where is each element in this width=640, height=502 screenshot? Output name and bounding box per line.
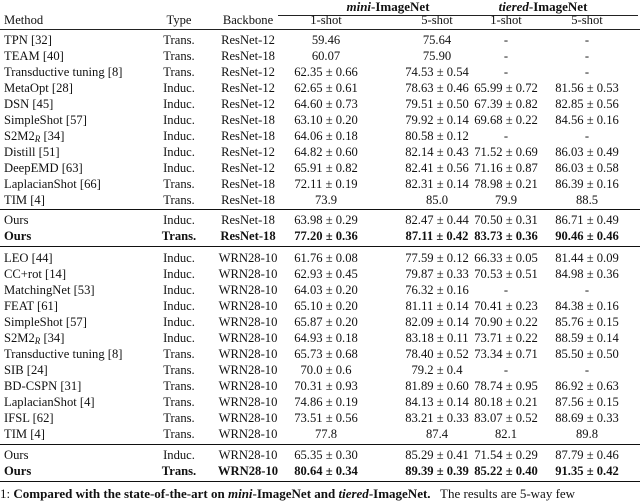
group-header-mini-em: mini xyxy=(346,0,372,14)
cell-backbone: WRN28-10 xyxy=(218,267,278,281)
rule-under-header xyxy=(0,29,640,30)
cell-m1: 59.46 xyxy=(311,33,341,47)
cell-backbone: WRN28-10 xyxy=(218,251,278,265)
cell-method: LaplacianShot [66] xyxy=(4,177,101,191)
table-row xyxy=(0,410,640,426)
cell-t5: - xyxy=(584,49,590,63)
cell-t5: 85.50 ± 0.50 xyxy=(555,347,619,361)
cell-backbone: WRN28-10 xyxy=(218,411,278,425)
cell-method: CC+rot [14] xyxy=(4,267,67,281)
table-row xyxy=(0,282,640,298)
cell-m5: 79.51 ± 0.50 xyxy=(405,97,469,111)
cell-type: Induc. xyxy=(163,251,195,265)
cell-t5: - xyxy=(584,65,590,79)
header-tiered-1shot: 1-shot xyxy=(490,13,522,27)
cell-t5: 86.03 ± 0.49 xyxy=(555,145,619,159)
cell-m1: 65.73 ± 0.68 xyxy=(294,347,358,361)
caption-prefix: 1: xyxy=(0,486,14,501)
cell-t1: 67.39 ± 0.82 xyxy=(474,97,538,111)
cell-backbone: WRN28-10 xyxy=(218,299,278,313)
cell-m1: 64.03 ± 0.20 xyxy=(294,283,358,297)
cell-method: Ours xyxy=(4,229,32,243)
cell-method: FEAT [61] xyxy=(4,299,58,313)
cell-t5: 84.98 ± 0.36 xyxy=(555,267,619,281)
table-row xyxy=(0,314,640,330)
cell-t5: 86.39 ± 0.16 xyxy=(555,177,619,191)
cell-t5: 88.69 ± 0.33 xyxy=(555,411,619,425)
cell-backbone: ResNet-12 xyxy=(221,97,275,111)
table-row xyxy=(0,144,640,160)
cell-t5: 86.71 ± 0.49 xyxy=(555,213,619,227)
cell-t1: 70.50 ± 0.31 xyxy=(474,213,538,227)
cell-type: Induc. xyxy=(163,97,195,111)
cell-method: Ours xyxy=(4,448,29,462)
cell-m1: 73.51 ± 0.56 xyxy=(294,411,358,425)
cell-m5: 82.41 ± 0.56 xyxy=(405,161,469,175)
cell-backbone: ResNet-18 xyxy=(221,113,275,127)
cell-method: Transductive tuning [8] xyxy=(4,347,123,361)
cell-t1: 70.41 ± 0.23 xyxy=(474,299,538,313)
header-type: Type xyxy=(166,13,192,27)
cell-method: Ours xyxy=(4,213,29,227)
cell-m1: 65.91 ± 0.82 xyxy=(294,161,358,175)
cell-method: TEAM [40] xyxy=(4,49,64,63)
cell-t5: 81.44 ± 0.09 xyxy=(555,251,619,265)
cell-t1: - xyxy=(503,49,509,63)
caption-bold-b: -ImageNet and xyxy=(252,486,339,501)
table-row xyxy=(0,330,640,346)
cell-t5: - xyxy=(584,129,590,143)
table-row xyxy=(0,266,640,282)
cell-t1: - xyxy=(503,283,509,297)
table-row xyxy=(0,298,640,314)
cell-m5: 79.87 ± 0.33 xyxy=(405,267,469,281)
cell-t1: 70.53 ± 0.51 xyxy=(474,267,538,281)
cell-type: Induc. xyxy=(163,267,195,281)
cell-m1: 77.8 xyxy=(314,427,338,441)
cell-type: Trans. xyxy=(163,411,195,425)
cell-m1: 74.86 ± 0.19 xyxy=(294,395,358,409)
cell-m5: 75.64 xyxy=(422,33,452,47)
cell-backbone: WRN28-10 xyxy=(218,283,278,297)
cell-t5: 87.56 ± 0.15 xyxy=(555,395,619,409)
header-tiered-5shot: 5-shot xyxy=(571,13,603,27)
header-mini-5shot: 5-shot xyxy=(421,13,453,27)
cell-m5: 74.53 ± 0.54 xyxy=(405,65,469,79)
cell-method: $S2M2_R$ [34] xyxy=(4,129,65,144)
cell-m1: 60.07 xyxy=(311,49,341,63)
cell-m5: 82.47 ± 0.44 xyxy=(405,213,469,227)
table-row xyxy=(0,394,640,410)
cell-t5: 86.03 ± 0.58 xyxy=(555,161,619,175)
cell-m5: 85.0 xyxy=(425,193,449,207)
cell-backbone: WRN28-10 xyxy=(218,347,278,361)
rule-before-ours-wrn xyxy=(0,444,640,445)
cell-backbone: WRN28-10 xyxy=(218,427,278,441)
cell-t1: 71.16 ± 0.87 xyxy=(474,161,538,175)
cell-m1: 64.60 ± 0.73 xyxy=(294,97,358,111)
table-row xyxy=(0,212,640,228)
cell-type: Induc. xyxy=(163,145,195,159)
cell-method: TPN [32] xyxy=(4,33,52,47)
cell-method: MetaOpt [28] xyxy=(4,81,73,95)
cell-t1: 70.90 ± 0.22 xyxy=(474,315,538,329)
cell-t1: 78.98 ± 0.21 xyxy=(474,177,538,191)
cell-backbone: ResNet-12 xyxy=(221,33,275,47)
cell-t5: 81.56 ± 0.53 xyxy=(555,81,619,95)
cell-backbone: ResNet-12 xyxy=(221,81,275,95)
table-row xyxy=(0,48,640,64)
table-row xyxy=(0,447,640,463)
cell-backbone: WRN28-10 xyxy=(217,464,279,478)
cell-t1: 71.54 ± 0.29 xyxy=(474,448,538,462)
cell-m1: 63.10 ± 0.20 xyxy=(294,113,358,127)
group-header-tiered-rest: -ImageNet xyxy=(528,0,588,14)
cell-type: Trans. xyxy=(163,177,195,191)
table-row xyxy=(0,80,640,96)
cell-m1: 65.10 ± 0.20 xyxy=(294,299,358,313)
cell-t5: - xyxy=(584,283,590,297)
cell-backbone: WRN28-10 xyxy=(218,395,278,409)
cell-t1: 83.07 ± 0.52 xyxy=(474,411,538,425)
cell-t5: 90.46 ± 0.46 xyxy=(555,229,619,243)
rule-table-bottom xyxy=(0,481,640,482)
table-row xyxy=(0,32,640,48)
cell-t5: - xyxy=(584,33,590,47)
cell-m5: 83.18 ± 0.11 xyxy=(405,331,469,345)
group-header-tiered-em: tiered xyxy=(498,0,529,14)
cell-type: Trans. xyxy=(163,363,195,377)
cell-backbone: ResNet-12 xyxy=(221,65,275,79)
group-header-mini-rest: -ImageNet xyxy=(371,0,430,14)
table-row xyxy=(0,112,640,128)
cell-m5: 89.39 ± 0.39 xyxy=(405,464,469,478)
cell-m1: 64.06 ± 0.18 xyxy=(294,129,358,143)
cell-method: DeepEMD [63] xyxy=(4,161,83,175)
caption-bold-c: -ImageNet. xyxy=(368,486,431,501)
cell-type: Trans. xyxy=(163,193,195,207)
cell-t1: 73.34 ± 0.71 xyxy=(474,347,538,361)
cell-method: BD-CSPN [31] xyxy=(4,379,82,393)
cell-m5: 75.90 xyxy=(422,49,452,63)
header-backbone: Backbone xyxy=(222,13,274,27)
group-header-tiered-imagenet xyxy=(450,0,636,13)
cell-t1: 80.18 ± 0.21 xyxy=(474,395,538,409)
cell-type: Trans. xyxy=(163,427,195,441)
table-row xyxy=(0,426,640,442)
cell-t5: 85.76 ± 0.15 xyxy=(555,315,619,329)
table-row xyxy=(0,64,640,80)
cell-type: Trans. xyxy=(163,65,195,79)
cell-m1: 73.9 xyxy=(314,193,338,207)
cell-backbone: ResNet-18 xyxy=(221,193,275,207)
cell-type: Trans. xyxy=(161,229,197,243)
table-row xyxy=(0,378,640,394)
cell-m5: 80.58 ± 0.12 xyxy=(405,129,469,143)
table-row xyxy=(0,463,640,479)
cell-m1: 80.64 ± 0.34 xyxy=(294,464,358,478)
cell-m5: 81.11 ± 0.14 xyxy=(405,299,469,313)
cell-m1: 62.35 ± 0.66 xyxy=(294,65,358,79)
cell-type: Trans. xyxy=(163,49,195,63)
cell-type: Induc. xyxy=(163,283,195,297)
table-row xyxy=(0,128,640,144)
table-row xyxy=(0,346,640,362)
cell-method: MatchingNet [53] xyxy=(4,283,95,297)
caption-bold-tiered: tiered xyxy=(338,486,369,501)
column-header-row xyxy=(0,13,640,29)
cell-type: Induc. xyxy=(163,81,195,95)
table-row xyxy=(0,228,640,244)
cell-m1: 64.93 ± 0.18 xyxy=(294,331,358,345)
cell-t1: 71.52 ± 0.69 xyxy=(474,145,538,159)
cell-type: Induc. xyxy=(163,161,195,175)
cell-backbone: ResNet-12 xyxy=(221,145,275,159)
cell-m5: 76.32 ± 0.16 xyxy=(405,283,469,297)
caption-rest: The results are 5-way few xyxy=(430,486,576,501)
cell-t1: 79.9 xyxy=(494,193,518,207)
cell-backbone: ResNet-18 xyxy=(221,49,275,63)
cell-m1: 72.11 ± 0.19 xyxy=(294,177,358,191)
cell-type: Trans. xyxy=(163,347,195,361)
cell-t1: - xyxy=(503,65,509,79)
cell-method: TIM [4] xyxy=(4,427,45,441)
table-row xyxy=(0,160,640,176)
cell-m1: 65.35 ± 0.30 xyxy=(294,448,358,462)
cell-method: $S2M2_R$ [34] xyxy=(4,331,65,346)
table-row xyxy=(0,362,640,378)
cell-type: Trans. xyxy=(163,395,195,409)
cell-m5: 84.13 ± 0.14 xyxy=(405,395,469,409)
cell-m5: 87.4 xyxy=(425,427,449,441)
cell-m5: 82.09 ± 0.14 xyxy=(405,315,469,329)
table-row xyxy=(0,192,640,208)
cell-t1: - xyxy=(503,363,509,377)
cell-t1: - xyxy=(503,129,509,143)
cell-m5: 78.40 ± 0.52 xyxy=(405,347,469,361)
cell-backbone: WRN28-10 xyxy=(218,448,278,462)
cell-m5: 79.2 ± 0.4 xyxy=(411,363,463,377)
cell-t5: 88.5 xyxy=(575,193,599,207)
caption-bold-a: Compared with the state-of-the-art on xyxy=(13,486,228,501)
cell-t5: 84.56 ± 0.16 xyxy=(555,113,619,127)
cell-t1: 69.68 ± 0.22 xyxy=(474,113,538,127)
cell-m1: 62.93 ± 0.45 xyxy=(294,267,358,281)
cell-backbone: WRN28-10 xyxy=(218,363,278,377)
cell-type: Induc. xyxy=(163,113,195,127)
cell-backbone: ResNet-18 xyxy=(221,129,275,143)
cell-type: Induc. xyxy=(163,213,195,227)
header-mini-1shot: 1-shot xyxy=(310,13,342,27)
rule-before-ours-resnet xyxy=(0,209,640,210)
cell-t1: 73.71 ± 0.22 xyxy=(474,331,538,345)
cell-t5: - xyxy=(584,363,590,377)
cell-m5: 85.29 ± 0.41 xyxy=(405,448,469,462)
cell-type: Induc. xyxy=(163,129,195,143)
cell-t5: 89.8 xyxy=(575,427,599,441)
cell-m5: 82.14 ± 0.43 xyxy=(405,145,469,159)
cell-method: Ours xyxy=(4,464,32,478)
cell-t5: 86.92 ± 0.63 xyxy=(555,379,619,393)
cell-backbone: WRN28-10 xyxy=(218,331,278,345)
cell-backbone: ResNet-18 xyxy=(220,229,276,243)
cell-m1: 61.76 ± 0.08 xyxy=(294,251,358,265)
caption-bold-mini: mini xyxy=(227,486,253,501)
cell-t5: 87.79 ± 0.46 xyxy=(555,448,619,462)
cell-t1: 83.73 ± 0.36 xyxy=(474,229,538,243)
cell-m1: 64.82 ± 0.60 xyxy=(294,145,358,159)
cell-m5: 83.21 ± 0.33 xyxy=(405,411,469,425)
rule-before-wrn-block xyxy=(0,246,640,247)
cell-m1: 62.65 ± 0.61 xyxy=(294,81,358,95)
table-caption xyxy=(0,486,640,502)
cell-m1: 65.87 ± 0.20 xyxy=(294,315,358,329)
cell-backbone: WRN28-10 xyxy=(218,379,278,393)
cell-m1: 63.98 ± 0.29 xyxy=(294,213,358,227)
cell-t1: 78.74 ± 0.95 xyxy=(474,379,538,393)
cell-type: Trans. xyxy=(163,33,195,47)
table-row xyxy=(0,176,640,192)
cell-m5: 79.92 ± 0.14 xyxy=(405,113,469,127)
cell-method: SimpleShot [57] xyxy=(4,315,87,329)
cell-m5: 82.31 ± 0.14 xyxy=(405,177,469,191)
cell-t1: 65.99 ± 0.72 xyxy=(474,81,538,95)
cell-m1: 70.0 ± 0.6 xyxy=(300,363,352,377)
table-row xyxy=(0,96,640,112)
cell-t1: - xyxy=(503,33,509,47)
cell-type: Induc. xyxy=(163,331,195,345)
cell-method: DSN [45] xyxy=(4,97,54,111)
cell-method: LEO [44] xyxy=(4,251,53,265)
cell-t5: 91.35 ± 0.42 xyxy=(555,464,619,478)
cell-backbone: ResNet-18 xyxy=(221,177,275,191)
cell-t1: 85.22 ± 0.40 xyxy=(474,464,538,478)
cell-t5: 82.85 ± 0.56 xyxy=(555,97,619,111)
cell-method: LaplacianShot [4] xyxy=(4,395,95,409)
cell-t1: 66.33 ± 0.05 xyxy=(474,251,538,265)
cell-t1: 82.1 xyxy=(494,427,518,441)
cell-type: Induc. xyxy=(163,315,195,329)
cell-method: SIB [24] xyxy=(4,363,48,377)
cell-m5: 78.63 ± 0.46 xyxy=(405,81,469,95)
cell-t5: 84.38 ± 0.16 xyxy=(555,299,619,313)
cell-type: Induc. xyxy=(163,448,195,462)
header-method: Method xyxy=(4,13,44,27)
cell-method: TIM [4] xyxy=(4,193,45,207)
cell-m1: 77.20 ± 0.36 xyxy=(294,229,358,243)
table-row xyxy=(0,250,640,266)
cell-method: IFSL [62] xyxy=(4,411,54,425)
cell-m1: 70.31 ± 0.93 xyxy=(294,379,358,393)
cell-backbone: ResNet-12 xyxy=(221,161,275,175)
cell-m5: 81.89 ± 0.60 xyxy=(405,379,469,393)
cell-backbone: ResNet-18 xyxy=(221,213,275,227)
cell-method: SimpleShot [57] xyxy=(4,113,87,127)
cell-m5: 87.11 ± 0.42 xyxy=(405,229,469,243)
cell-type: Induc. xyxy=(163,299,195,313)
cell-m5: 77.59 ± 0.12 xyxy=(405,251,469,265)
cell-type: Trans. xyxy=(161,464,197,478)
cell-method: Distill [51] xyxy=(4,145,60,159)
cell-t5: 88.59 ± 0.14 xyxy=(555,331,619,345)
cell-method: Transductive tuning [8] xyxy=(4,65,123,79)
cell-backbone: WRN28-10 xyxy=(218,315,278,329)
cell-type: Trans. xyxy=(163,379,195,393)
